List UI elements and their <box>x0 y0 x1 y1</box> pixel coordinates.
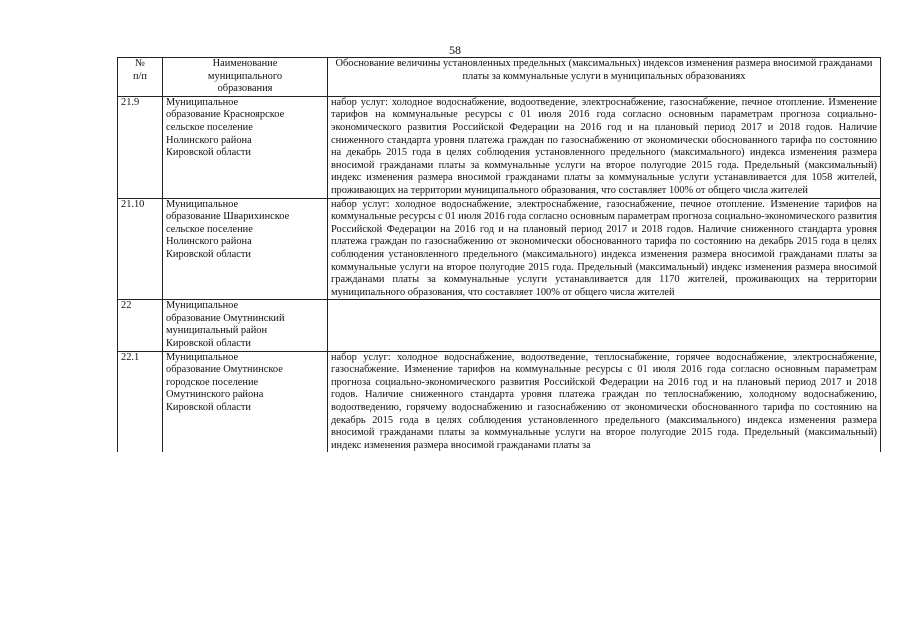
row-number: 21.9 <box>118 96 163 198</box>
tariff-table <box>117 57 881 452</box>
header-municipality-name: Наименование муниципального образования <box>163 58 328 97</box>
table-row <box>118 351 881 452</box>
header-number: № п/п <box>118 58 163 97</box>
table-row <box>118 300 881 351</box>
justification-text: набор услуг: холодное водоснабжение, водоотведение, электроснабжение, газоснабжение, печное отопление. Изменение тарифов на коммунальные ресурсы с 01 июля 2016 года согласно основным параметрам прогноза социально-экономического развития Российской Федерации на 2016 год и на плановый период 2017 и 2018 годов. Наличие сниженного стандарта уровня платежа граждан по газоснабжению от экономически обоснованного тарифа по состоянию на декабрь 2015 года в целях соблюдения установленного предельного (максимального) индекса изменения размера вносимой гражданами платы за коммунальные услуги на второе полугодие 2015 года. Предельный (максимальный) индекс изменения размера вносимой гражданами платы за коммунальные услуги устанавливается для 1058 жителей, проживающих на территории муниципального образования, что составляет 100% от общего числа жителей <box>328 96 881 198</box>
page-number: 58 <box>449 43 461 57</box>
table-row <box>118 96 881 198</box>
municipality-name: Муниципальное образование Омутнинское городское поселение Омутнинского района Кировской области <box>163 351 328 452</box>
justification-text <box>328 300 881 351</box>
row-number: 22 <box>118 300 163 351</box>
table-header-row <box>118 58 881 97</box>
row-number: 21.10 <box>118 198 163 300</box>
municipality-name: Муниципальное образование Шварихинское сельское поселение Нолинского района Кировской области <box>163 198 328 300</box>
justification-text: набор услуг: холодное водоснабжение, электроснабжение, газоснабжение, печное отопление. Изменение тарифов на коммунальные ресурсы с 01 июля 2016 года согласно основным параметрам прогноза социально-экономического развития Российской Федерации на 2016 год и на плановый период 2017 и 2018 годов. Наличие сниженного стандарта уровня платежа граждан по газоснабжению от экономически обоснованного тарифа по состоянию на декабрь 2015 года в целях соблюдения установленного предельного (максимального) индекса изменения размера вносимой гражданами платы за коммунальные услуги на второе полугодие 2015 года. Предельный (максимальный) индекс изменения размера вносимой гражданами платы за коммунальные услуги устанавливается для 1170 жителей, проживающих на территории муниципального образования, что составляет 100% от общего числа жителей <box>328 198 881 300</box>
table-row <box>118 198 881 300</box>
justification-text: набор услуг: холодное водоснабжение, водоотведение, теплоснабжение, горячее водоснабжение, электроснабжение, газоснабжение. Изменение тарифов на коммунальные ресурсы с 01 июля 2016 года согласно основным параметрам прогноза социально-экономического развития Российской Федерации на 2016 год и на плановый период 2017 и 2018 годов. Наличие сниженного стандарта уровня платежа граждан по теплоснабжению, холодному водоснабжению, водоотведению, горячему водоснабжению и газоснабжению от экономически обоснованного тарифа по состоянию на декабрь 2015 года в целях соблюдения установленного предельного (максимального) индекса изменения размера вносимой гражданами платы за коммунальные услуги на второе полугодие 2015 года. Предельный (максимальный) индекс изменения размера вносимой гражданами платы за <box>328 351 881 452</box>
municipality-name: Муниципальное образование Омутнинский муниципальный район Кировской области <box>163 300 328 351</box>
header-justification: Обоснование величины установленных предельных (максимальных) индексов изменения размера вносимой гражданами платы за коммунальные услуги в муниципальных образованиях <box>328 58 881 97</box>
municipality-name: Муниципальное образование Красноярское сельское поселение Нолинского района Кировской области <box>163 96 328 198</box>
row-number: 22.1 <box>118 351 163 452</box>
